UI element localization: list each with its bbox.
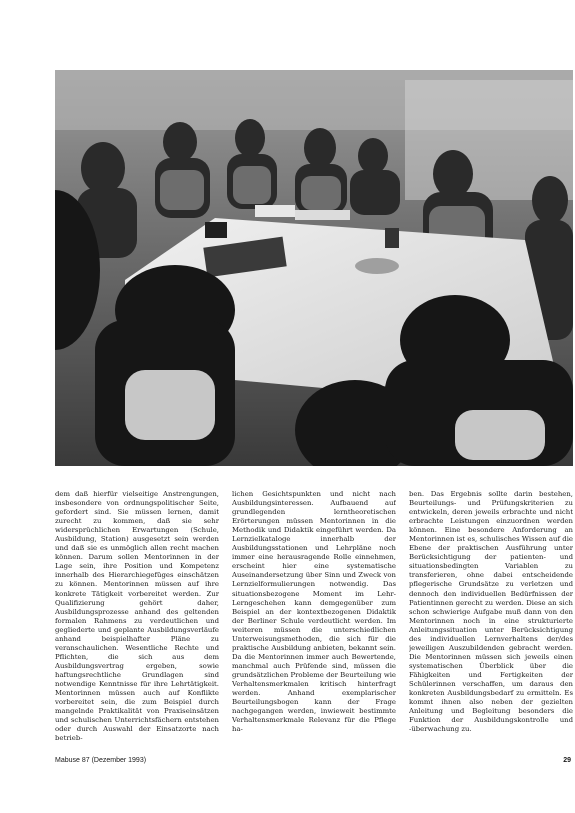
text-column-3: ben. Das Ergebnis sollte darin bestehen, Beurteilungs- und Prüfungskriterien zu entwickeln, deren jeweils erbrachte und nicht erbrachte Leistungen einzuordnen werden können. Eine besondere Anforderung an Mentorinnen ist es, schulisches Wissen auf die Ebene der praktischen Ausführung unter Berücksichtigung der patienten- und situationsbedingten Variablen zu transferieren, ohne dabei entscheidende pflegerische Grundsätze zu verletzen und dennoch den individuellen Bedürfnissen der Patientinnen gerecht zu werden. Diese an sich schon schwierige Aufgabe muß dann von den Mentorinnen noch in eine strukturierte Anleitungssituation unter Berücksichtigung des individuellen Lernverhaltens der/des jeweiligen Auszubildenden gebracht werden. Die Mentorinnen müssen sich jeweils einen systematischen Überblick über die Fähigkeiten und Fertigkeiten der Schülerinnen verschaffen, um daraus den konkreten Ausbildungsbedarf zu ermitteln. Es kommt ihnen also neben der gezielten Anleitung und Begleitung besonders die Funktion der Ausbildungskontrolle und -überwachung zu. [409,490,573,734]
page-footer [55,757,571,769]
issue-label: Mabuse 87 (Dezember 1993) [55,757,147,764]
text-column-2: lichen Gesichtspunkten und nicht nach Ausbildungsinteressen. Aufbauend auf grundlegenden lerntheoretischen Erörterungen müssen Mentorinnen in die Methodik und Didaktik eingeführt werden. Da Lernzielkataloge innerhalb der Ausbildungsstationen und Lehrpläne noch immer eine herausragende Rolle einnehmen, erscheint hier eine systematische Auseinandersetzung über Sinn und Zweck von Lernzielformulierungen notwendig. Das situationsbezogene Moment im Lehr-Lerngeschehen kann demgegenüber zum Beispiel an der kontextbezogenen Didaktik der Berliner Schule verdeutlicht werden. Im weiteren müssen die unterschiedlichen Unterweisungsmethoden, die sich für die praktische Ausbildung anbieten, bekannt sein. Da die Mentorinnen immer auch Bewertende, manchmal auch Prüfende sind, müssen die grundsätzlichen Probleme der Beurteilung wie Verhaltensmerkmalen kritisch hinterfragt werden. Anhand exemplarischer Beurteilungsbogen kann der Frage nachgegangen werden, inwieweit bestimmte Verhaltensmerkmale Relevanz für die Pflege ha- [232,490,396,734]
article-columns [55,490,573,758]
page-number: 29 [563,757,571,764]
meeting-photo [55,70,573,466]
text-column-1: dem daß hierfür vielseitige Anstrengungen, insbesondere von ordnungspolitischer Seite, gefordert sind. Sie müssen lernen, damit zurecht zu kommen, daß sie sehr widersprüchlichen Erwartungen (Schule, Ausbildung, Station) ausgesetzt sein werden und daß sie es unmöglich allen recht machen können. Darum sollen Mentorinnen in der Lage sein, ihre Position und Kompetenz innerhalb des Hierarchiegefüges einschätzen zu können. Mentorinnen müssen auf ihre konkrete Tätigkeit vorbereitet werden. Zur Qualifizierung gehört daher, Ausbildungsprozesse anhand des geltenden formalen Rahmens zu verdeutlichen und gegliederte und geplante Ausbildungsverläufe anhand beispielhafter Pläne zu veranschaulichen. Wesentliche Rechte und Pflichten, die sich aus dem Ausbildungsvertrag ergeben, sowie haftungsrechtliche Grundlagen sind notwendige Kenntnisse für ihre Lehrtätigkeit. Mentorinnen müssen auch auf Konflikte vorbereitet sein, die zum Beispiel durch mangelnde Praktikalität von Praxiseinsätzen und schulischen Unterrichtsfächern entstehen oder durch Auswahl der Einsatzorte nach betrieb- [55,490,219,743]
meeting-photo-illustration [55,70,573,466]
